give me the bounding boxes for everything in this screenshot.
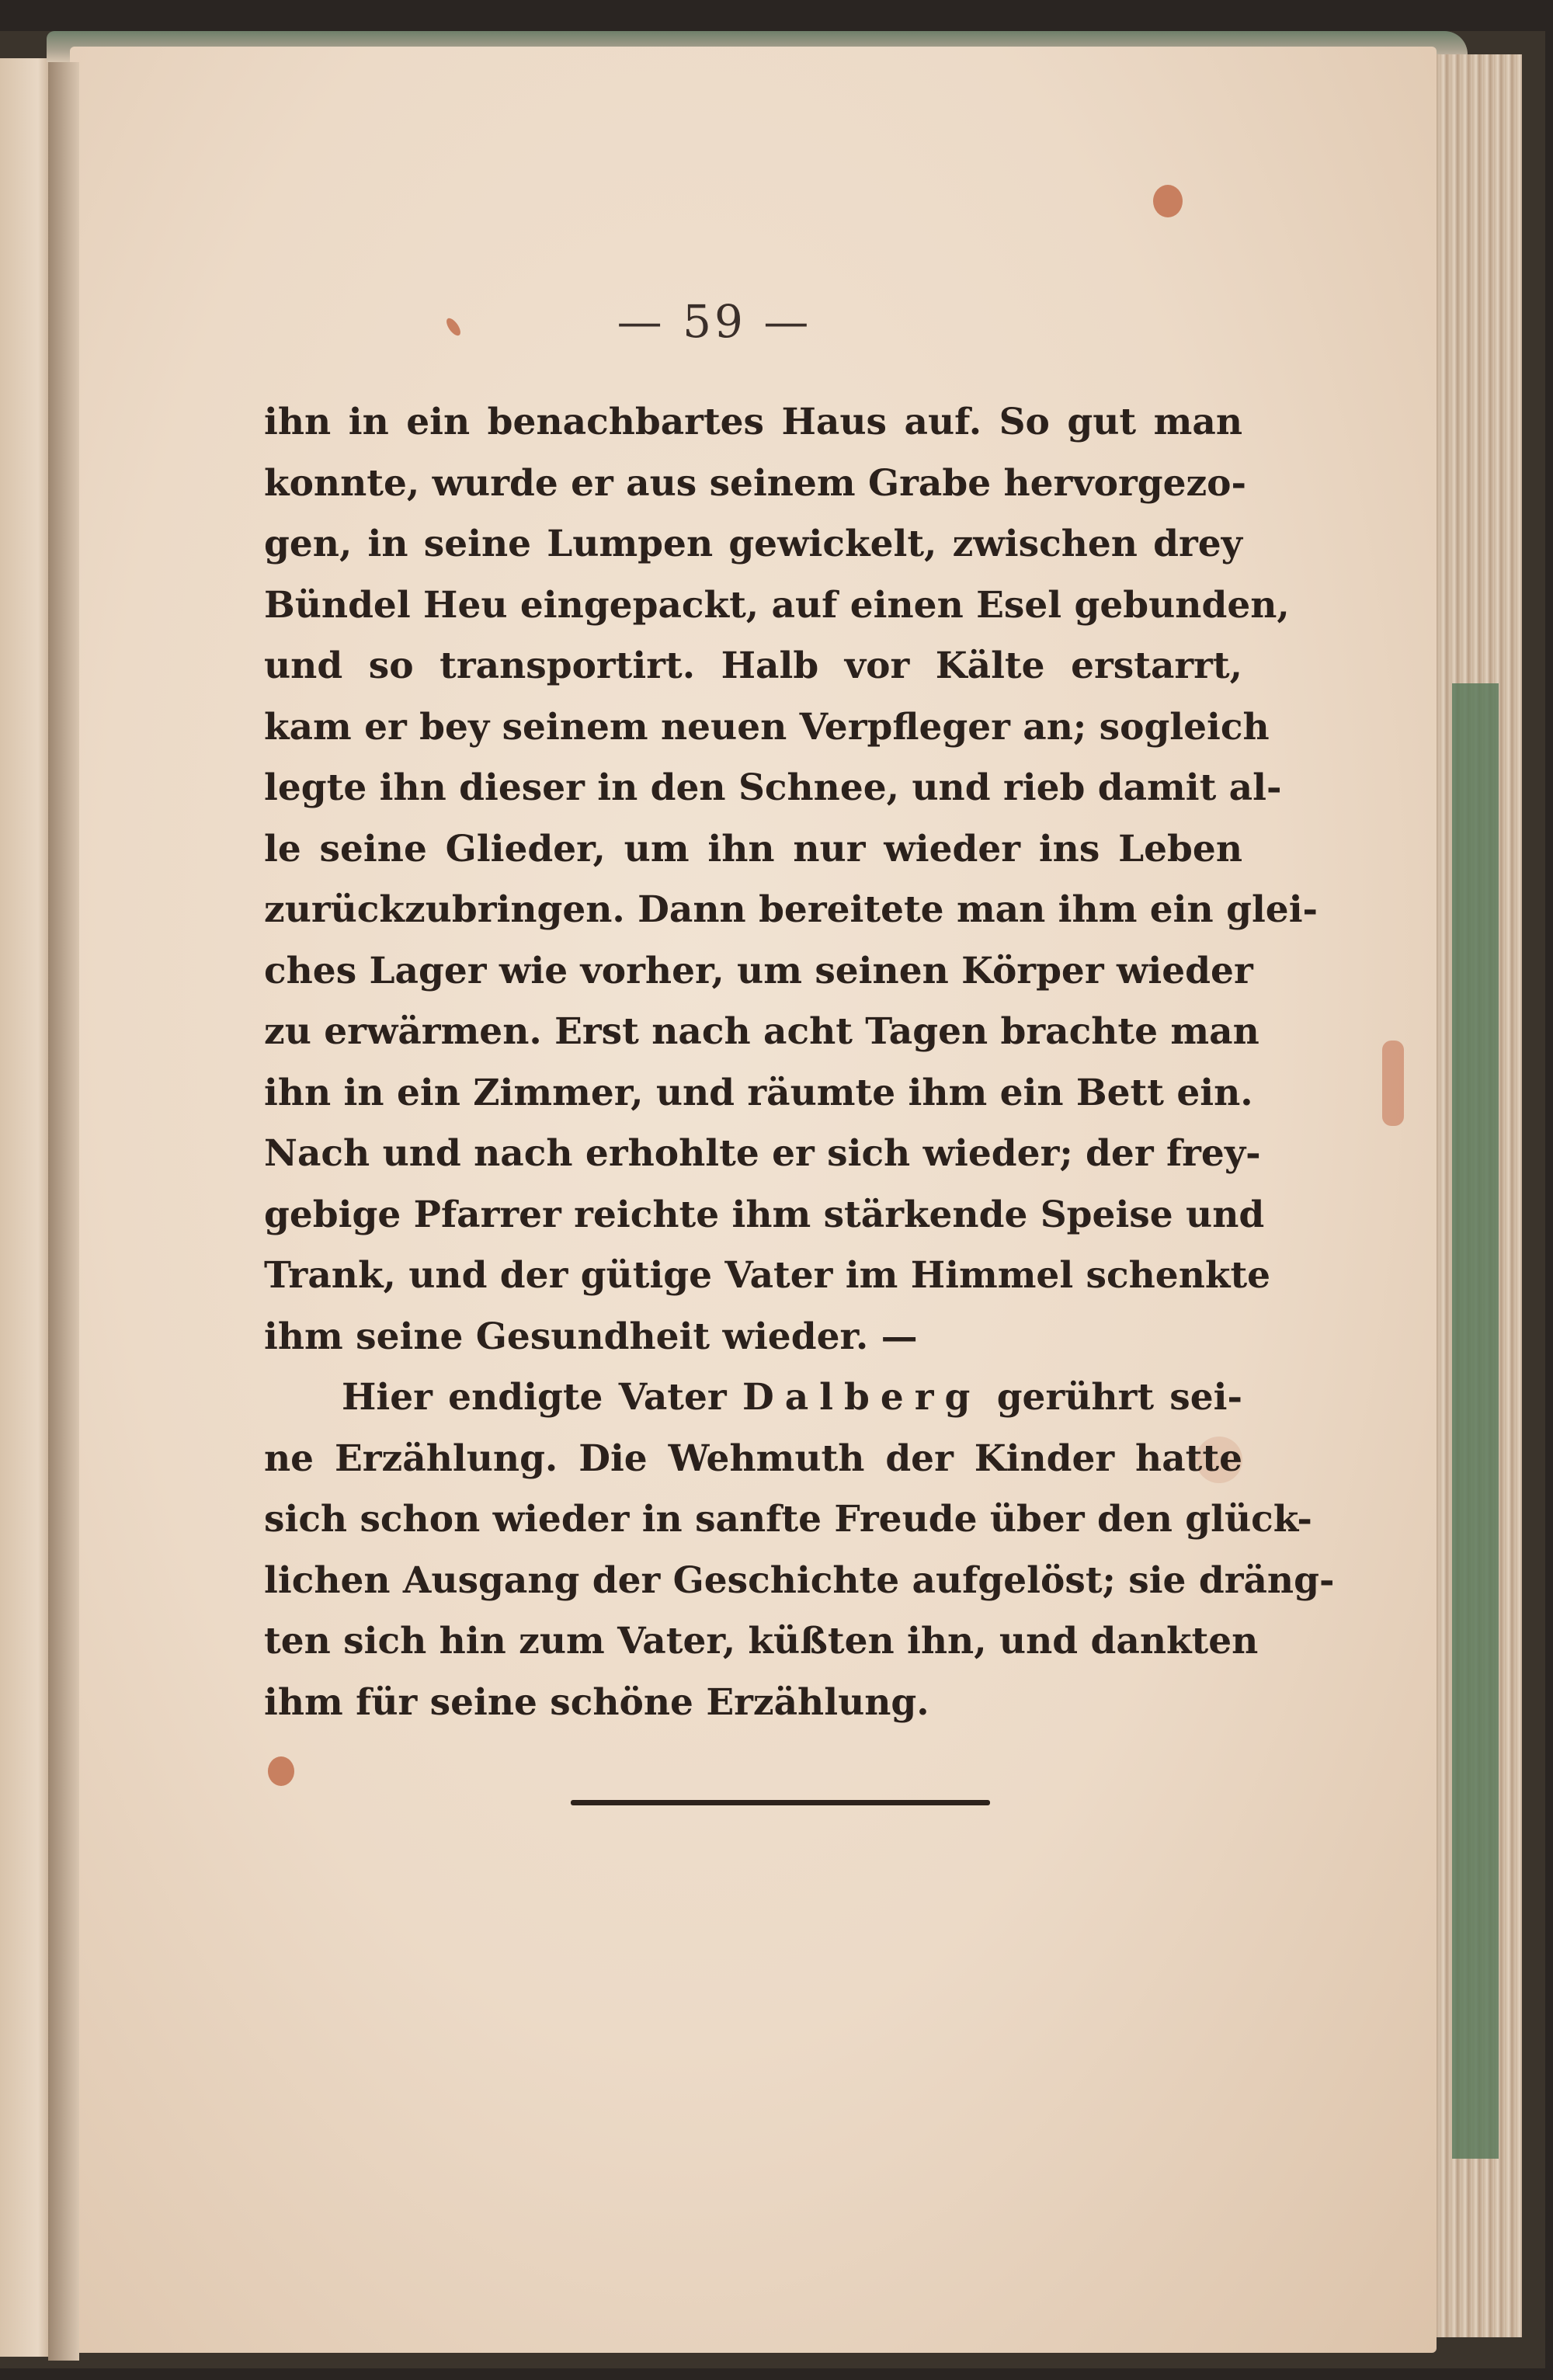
text-line: gen, in seine Lumpen gewickelt, zwischen drey	[264, 523, 1242, 565]
text-line: sich schon wieder in sanfte Freude über den glück-	[264, 1498, 1312, 1541]
text-line: le seine Glieder, um ihn nur wieder ins Leben	[264, 827, 1242, 870]
text-line: ihn in ein benachbartes Haus auf. So gut man	[264, 401, 1242, 443]
text-line: zu erwärmen. Erst nach acht Tagen brachte man	[264, 1010, 1259, 1053]
page-gutter	[48, 62, 79, 2361]
closing-rule	[571, 1800, 990, 1805]
text-line: Bündel Heu eingepackt, auf einen Esel gebunden,	[264, 583, 1290, 627]
green-cover-edge	[1452, 683, 1499, 2159]
stain-right-margin	[1382, 1041, 1404, 1126]
text-line: lichen Ausgang der Geschichte aufgelöst; sie dräng-	[264, 1558, 1335, 1602]
body-text	[264, 392, 1335, 1733]
text-line: Nach und nach erhohlte er sich wieder; der frey-	[264, 1132, 1261, 1175]
page-number: — 59 —	[617, 295, 812, 348]
text-fragment: gerührt sei-	[996, 1376, 1243, 1419]
stain-top-right	[1153, 185, 1183, 217]
left-page-edge	[0, 58, 54, 2357]
text-line: ihn in ein Zimmer, und räumte ihm ein Bett ein.	[264, 1071, 1253, 1114]
text-line: ches Lager wie vorher, um seinen Körper wieder	[264, 949, 1253, 992]
paragraph-2	[264, 1367, 1335, 1733]
text-line: kam er bey seinem neuen Verpfleger an; sogleich	[264, 705, 1270, 749]
text-line: zurückzubringen. Dann bereitete man ihm ein glei-	[264, 888, 1318, 931]
spaced-name-dalberg: Dalberg	[742, 1376, 981, 1419]
paragraph-1	[264, 392, 1318, 1367]
text-line: und so transportirt. Halb vor Kälte erstarrt,	[264, 645, 1242, 687]
text-line: konnte, wurde er aus seinem Grabe hervorgezo-	[264, 461, 1247, 505]
text-line: ihm für seine schöne Erzählung.	[264, 1680, 929, 1724]
text-line: ten sich hin zum Vater, küßten ihn, und dankten	[264, 1620, 1259, 1663]
text-line: Trank, und der gütige Vater im Himmel schenkte	[264, 1254, 1271, 1297]
text-line	[264, 1367, 1242, 1429]
stain-lower-left	[268, 1756, 294, 1786]
text-line: ne Erzählung. Die Wehmuth der Kinder hatte	[264, 1437, 1242, 1480]
text-line: legte ihn dieser in den Schnee, und rieb damit al-	[264, 766, 1282, 809]
text-line: ihm seine Gesundheit wieder. —	[264, 1315, 918, 1358]
text-fragment: Hier endigte Vater	[342, 1376, 727, 1419]
text-line: gebige Pfarrer reichte ihm stärkende Speise und	[264, 1193, 1265, 1236]
